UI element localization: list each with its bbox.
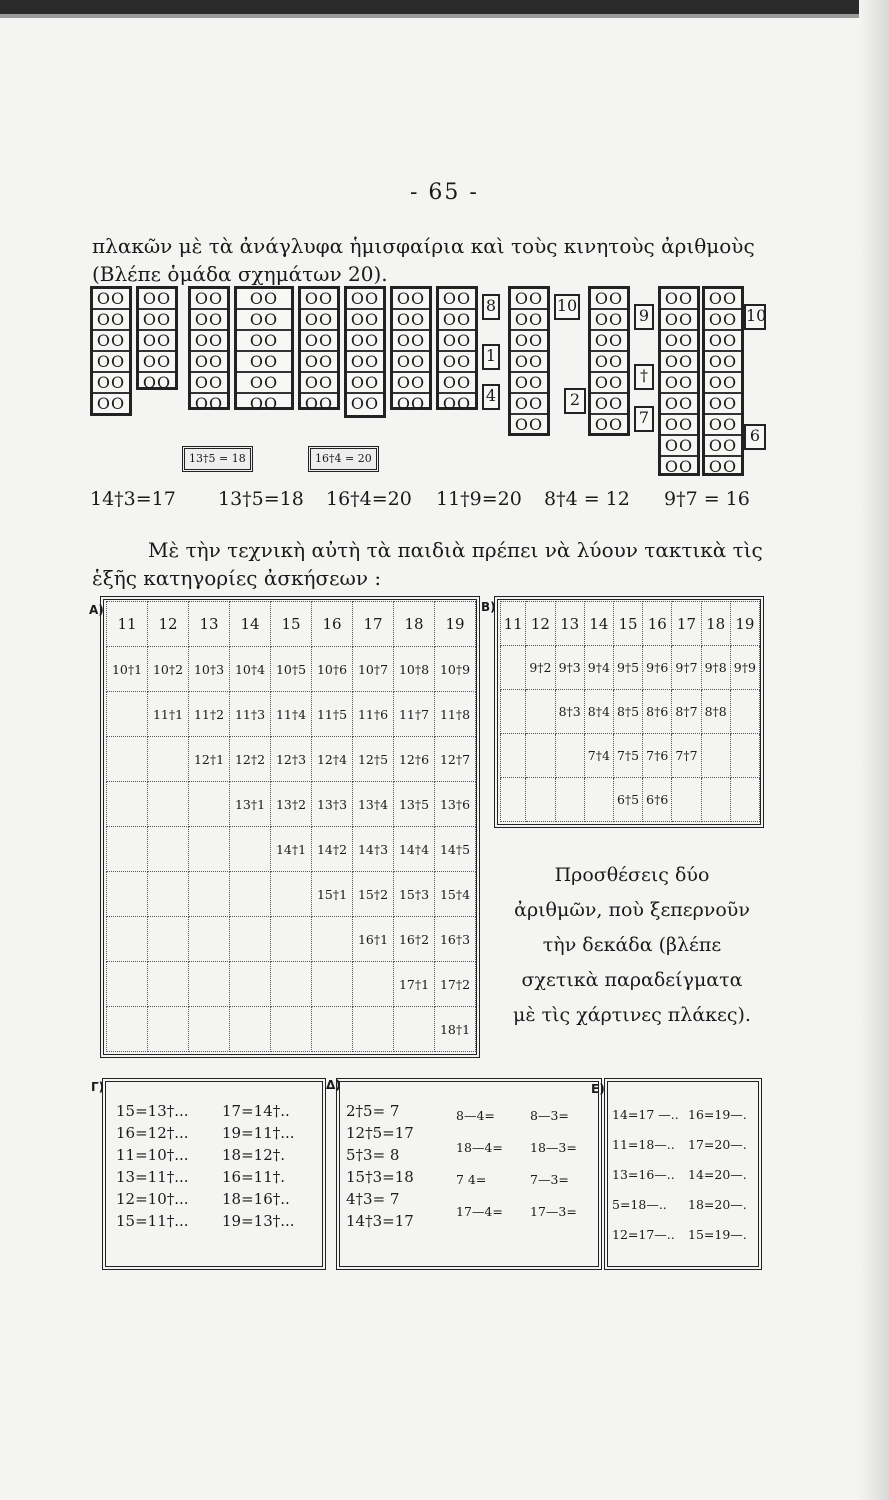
table-cell (107, 872, 148, 917)
table-cell: 15†1 (312, 872, 353, 917)
exercise-line: 14=17 —.. (612, 1107, 679, 1122)
table-cell: 8†8 (701, 690, 730, 734)
table-cell (230, 917, 271, 962)
header-cell: 17 (672, 602, 701, 646)
plate: OO OO OO OO OO OO (344, 286, 386, 418)
table-cell (107, 962, 148, 1007)
table-row (107, 647, 476, 692)
box-d (336, 1078, 602, 1270)
table-cell (353, 1007, 394, 1052)
table-cell (107, 1007, 148, 1052)
exercise-line: 7—3= (530, 1172, 569, 1187)
exercise-line: 17—3= (530, 1204, 577, 1219)
table-cell (555, 734, 584, 778)
plate: OO OO OO OO OO OO (298, 286, 340, 410)
header-cell: 14 (230, 602, 271, 647)
table-cell (189, 782, 230, 827)
table-cell (730, 690, 759, 734)
exercise-line: 12=17—.. (612, 1227, 675, 1242)
plates-figure (88, 284, 768, 476)
table-cell (107, 737, 148, 782)
table-cell (526, 734, 555, 778)
table-cell (526, 778, 555, 822)
exercise-line: 15=11†... (116, 1212, 189, 1230)
table-row (107, 962, 476, 1007)
table-cell (312, 917, 353, 962)
table-cell (701, 778, 730, 822)
table-cell (271, 1007, 312, 1052)
table-cell: 14†3 (353, 827, 394, 872)
table-cell (230, 1007, 271, 1052)
table-row (107, 692, 476, 737)
table-row (107, 737, 476, 782)
table-cell (501, 734, 526, 778)
table-cell: 7†7 (672, 734, 701, 778)
table-cell (555, 778, 584, 822)
box-g (102, 1078, 326, 1270)
header-cell: 12 (148, 602, 189, 647)
table-cell: 13†6 (435, 782, 476, 827)
table-cell: 15†4 (435, 872, 476, 917)
header-cell: 16 (643, 602, 672, 646)
note-text: Προσθέσεις δύο ἀριθμῶν, ποὺ ξεπερνοῦν τὴν δεκάδα (βλέπε σχετικὰ παραδείγματα μὲ τὶς χάρτινες πλάκες). (513, 864, 751, 1026)
table-cell (148, 872, 189, 917)
table-cell (230, 827, 271, 872)
table-cell: 10†6 (312, 647, 353, 692)
table-b-label: B) (481, 600, 496, 614)
header-cell: 13 (555, 602, 584, 646)
table-cell: 14†5 (435, 827, 476, 872)
table-cell (730, 778, 759, 822)
table-cell: 11†4 (271, 692, 312, 737)
exercise-line: 18=20—. (688, 1197, 747, 1212)
table-cell (189, 917, 230, 962)
header-cell: 12 (526, 602, 555, 646)
table-cell: 8†3 (555, 690, 584, 734)
header-cell: 17 (353, 602, 394, 647)
digit-tile: 9 (634, 304, 654, 330)
table-cell: 10†3 (189, 647, 230, 692)
exercise-line: 13=16—.. (612, 1167, 675, 1182)
digit-tile: 7 (634, 406, 654, 432)
table-cell: 6†6 (643, 778, 672, 822)
exercise-line: 7 4= (456, 1172, 487, 1187)
exercise-line: 12†5=17 (346, 1124, 414, 1142)
table-cell: 14†4 (394, 827, 435, 872)
equation: 9†7 = 16 (664, 488, 750, 510)
table-cell: 16†1 (353, 917, 394, 962)
table-cell (148, 827, 189, 872)
exercise-line: 17—4= (456, 1204, 503, 1219)
table-cell: 11†1 (148, 692, 189, 737)
exercise-line: 16=11†. (222, 1168, 286, 1186)
box-d-label: Δ) (326, 1078, 341, 1092)
equation: 8†4 = 12 (544, 488, 630, 510)
equation: 14†3=17 (90, 488, 176, 510)
table-cell: 6†5 (613, 778, 642, 822)
header-cell: 18 (394, 602, 435, 647)
table-cell (312, 1007, 353, 1052)
table-cell: 11†7 (394, 692, 435, 737)
table-cell (584, 778, 613, 822)
plate: OO OO OO OO OO OO OO OO OO (658, 286, 700, 476)
plate: OO OO OO OO OO OO (390, 286, 432, 410)
digit-tile: † (634, 364, 654, 390)
table-cell: 13†3 (312, 782, 353, 827)
plate-caption: 13†5 = 18 (182, 446, 253, 472)
table-row (501, 646, 760, 690)
table-cell: 10†2 (148, 647, 189, 692)
table-cell (107, 782, 148, 827)
table-cell: 12†6 (394, 737, 435, 782)
table-cell: 13†4 (353, 782, 394, 827)
table-cell (701, 734, 730, 778)
table-header-row (501, 602, 760, 646)
header-cell: 15 (271, 602, 312, 647)
exercise-line: 15=19—. (688, 1227, 747, 1242)
table-cell: 10†4 (230, 647, 271, 692)
exercise-line: 13=11†... (116, 1168, 189, 1186)
exercise-line: 4†3= 7 (346, 1190, 400, 1208)
table-cell (501, 646, 526, 690)
table-cell: 11†6 (353, 692, 394, 737)
scan-top-band (0, 0, 889, 14)
table-cell: 9†6 (643, 646, 672, 690)
exercise-line: 5=18—.. (612, 1197, 667, 1212)
table-cell: 12†4 (312, 737, 353, 782)
table-cell (148, 782, 189, 827)
table-cell: 10†9 (435, 647, 476, 692)
table-cell (189, 827, 230, 872)
exercise-line: 8—3= (530, 1108, 569, 1123)
exercise-line: 17=20—. (688, 1137, 747, 1152)
table-cell: 12†2 (230, 737, 271, 782)
header-cell: 11 (501, 602, 526, 646)
scan-top-edge (0, 14, 889, 18)
exercise-line: 16=19—. (688, 1107, 747, 1122)
exercise-line: 15†3=18 (346, 1168, 414, 1186)
table-cell (312, 962, 353, 1007)
table-cell: 8†7 (672, 690, 701, 734)
table-cell (148, 737, 189, 782)
header-cell: 11 (107, 602, 148, 647)
table-cell: 7†4 (584, 734, 613, 778)
table-cell: 10†8 (394, 647, 435, 692)
box-g-label: Γ) (91, 1080, 105, 1094)
table-cell: 9†7 (672, 646, 701, 690)
table-cell: 16†2 (394, 917, 435, 962)
table-cell: 17†2 (435, 962, 476, 1007)
exercise-line: 18=12†. (222, 1146, 286, 1164)
table-cell (189, 962, 230, 1007)
table-cell (672, 778, 701, 822)
plate: OO OO OO OO OO OO (188, 286, 230, 410)
exercise-line: 14=20—. (688, 1167, 747, 1182)
table-cell: 15†2 (353, 872, 394, 917)
table-cell (394, 1007, 435, 1052)
exercise-line: 5†3= 8 (346, 1146, 400, 1164)
exercise-line: 11=18—.. (612, 1137, 675, 1152)
table-cell: 15†3 (394, 872, 435, 917)
table-cell (107, 692, 148, 737)
table-cell: 8†5 (613, 690, 642, 734)
table-cell: 8†4 (584, 690, 613, 734)
plate: OO OO OO OO OO OO OO (588, 286, 630, 436)
table-cell: 18†1 (435, 1007, 476, 1052)
table-cell (148, 917, 189, 962)
exercise-line: 2†5= 7 (346, 1102, 400, 1120)
table-cell: 12†5 (353, 737, 394, 782)
table-cell (271, 917, 312, 962)
table-cell: 11†8 (435, 692, 476, 737)
table-cell: 9†5 (613, 646, 642, 690)
table-a (106, 601, 476, 1052)
header-cell: 19 (435, 602, 476, 647)
table-cell (501, 690, 526, 734)
digit-tile: 10 (744, 304, 766, 330)
header-cell: 15 (613, 602, 642, 646)
table-cell: 14†2 (312, 827, 353, 872)
plate: OO OO OO OO OO (136, 286, 178, 390)
table-row (501, 778, 760, 822)
table-cell: 11†3 (230, 692, 271, 737)
header-cell: 19 (730, 602, 759, 646)
table-cell (148, 962, 189, 1007)
table-a-label: A) (89, 603, 104, 617)
table-header-row (107, 602, 476, 647)
table-cell (353, 962, 394, 1007)
box-e (604, 1078, 762, 1270)
table-cell: 16†3 (435, 917, 476, 962)
table-cell (730, 734, 759, 778)
plate: OO OO OO OO OO OO (90, 286, 132, 416)
table-cell: 9†2 (526, 646, 555, 690)
table-row (107, 872, 476, 917)
table-cell (501, 778, 526, 822)
table-cell (230, 872, 271, 917)
digit-tile: 2 (564, 388, 586, 414)
plate: OO OO OO OO OO OO (234, 286, 294, 410)
digit-tile: 4 (482, 384, 500, 410)
exercise-line: 15=13†... (116, 1102, 189, 1120)
header-cell: 13 (189, 602, 230, 647)
table-cell (189, 872, 230, 917)
exercise-line: 12=10†... (116, 1190, 189, 1208)
exercise-line: 8—4= (456, 1108, 495, 1123)
equation: 13†5=18 (218, 488, 304, 510)
exercise-line: 14†3=17 (346, 1212, 414, 1230)
table-cell (230, 962, 271, 1007)
table-cell: 9†3 (555, 646, 584, 690)
table-cell: 10†1 (107, 647, 148, 692)
scan-right-edge (859, 0, 889, 1500)
table-cell: 7†5 (613, 734, 642, 778)
table-cell: 7†6 (643, 734, 672, 778)
exercise-line: 16=12†... (116, 1124, 189, 1142)
plate: OO OO OO OO OO OO OO OO OO (702, 286, 744, 476)
plate: OO OO OO OO OO OO (436, 286, 478, 410)
table-cell: 12†7 (435, 737, 476, 782)
plate-caption: 16†4 = 20 (308, 446, 379, 472)
digit-tile: 8 (482, 294, 500, 320)
digit-tile: 1 (482, 344, 500, 370)
digit-tile: 10 (554, 294, 580, 320)
plate: OO OO OO OO OO OO OO (508, 286, 550, 436)
exercise-line: 11=10†... (116, 1146, 189, 1164)
exercise-line: 19=11†... (222, 1124, 295, 1142)
table-cell: 8†6 (643, 690, 672, 734)
table-cell (271, 872, 312, 917)
exercise-line: 18=16†.. (222, 1190, 290, 1208)
table-row (107, 827, 476, 872)
equation: 16†4=20 (326, 488, 412, 510)
table-cell: 13†1 (230, 782, 271, 827)
table-row (107, 1007, 476, 1052)
header-cell: 16 (312, 602, 353, 647)
table-cell: 9†9 (730, 646, 759, 690)
exercise-line: 18—3= (530, 1140, 577, 1155)
table-row (107, 782, 476, 827)
header-cell: 18 (701, 602, 730, 646)
table-cell: 9†4 (584, 646, 613, 690)
table-cell: 13†5 (394, 782, 435, 827)
equation: 11†9=20 (436, 488, 522, 510)
table-row (107, 917, 476, 962)
table-cell: 17†1 (394, 962, 435, 1007)
table-cell: 13†2 (271, 782, 312, 827)
table-cell (107, 917, 148, 962)
exercise-line: 17=14†.. (222, 1102, 290, 1120)
table-cell (107, 827, 148, 872)
table-cell (526, 690, 555, 734)
instruction-paragraph: Μὲ τὴν τεχνικὴ αὐτὴ τὰ παιδιὰ πρέπει νὰ λύουν τακτικὰ τὶς ἑξῆς κατηγορίες ἀσκήσεων : (92, 538, 763, 590)
table-cell: 12†1 (189, 737, 230, 782)
table-cell: 11†2 (189, 692, 230, 737)
table-cell: 12†3 (271, 737, 312, 782)
table-row (501, 734, 760, 778)
box-e-label: E) (591, 1082, 605, 1096)
table-cell (189, 1007, 230, 1052)
table-cell: 10†5 (271, 647, 312, 692)
exercise-line: 18—4= (456, 1140, 503, 1155)
digit-tile: 6 (744, 424, 766, 450)
table-cell: 9†8 (701, 646, 730, 690)
table-row (501, 690, 760, 734)
header-cell: 14 (584, 602, 613, 646)
intro-paragraph: πλακῶν μὲ τὰ ἀνάγλυφα ἡμισφαίρια καὶ τοὺς κινητοὺς ἀριθμοὺς (Βλέπε ὁμάδα σχημάτων 20). (92, 234, 755, 286)
page-number: - 65 - (410, 180, 479, 205)
table-cell: 11†5 (312, 692, 353, 737)
table-cell: 10†7 (353, 647, 394, 692)
table-cell: 14†1 (271, 827, 312, 872)
table-cell (148, 1007, 189, 1052)
table-cell (271, 962, 312, 1007)
exercise-line: 19=13†... (222, 1212, 295, 1230)
table-b (500, 601, 760, 822)
